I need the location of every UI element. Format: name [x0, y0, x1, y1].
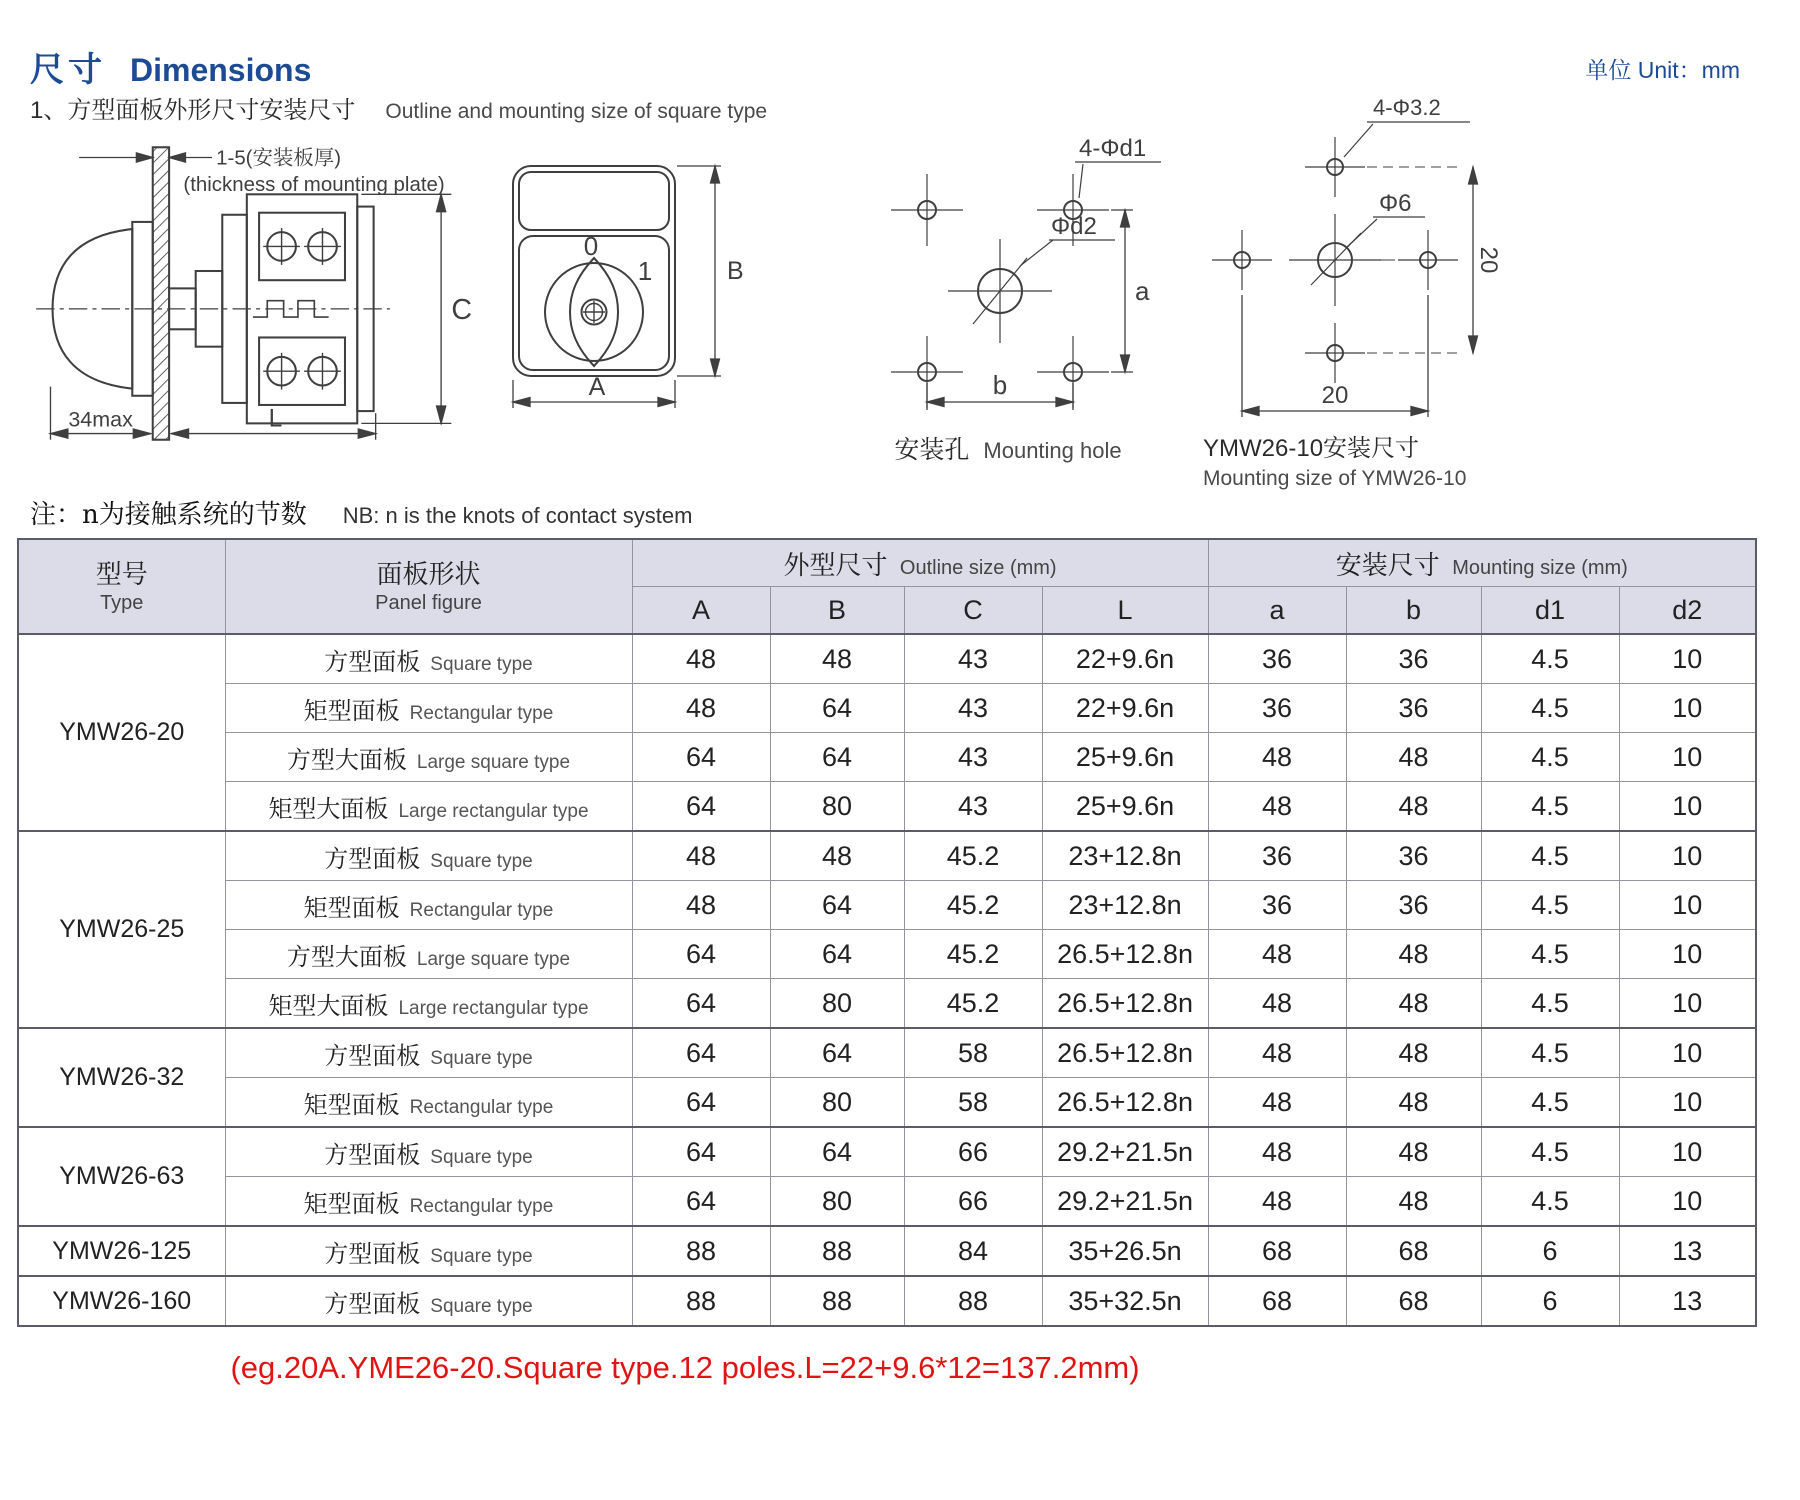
panel-en: Square type: [430, 1146, 533, 1168]
note-zh: 注：n为接触系统的节数: [30, 500, 307, 530]
panel-en: Square type: [430, 1295, 533, 1317]
dim-34max-label: 34max: [68, 407, 133, 432]
table-row: [18, 1177, 1756, 1227]
value-cell: 43: [904, 782, 1042, 832]
header-panel-figure: [225, 539, 632, 634]
panel-cell: [225, 979, 632, 1029]
value-cell: 13: [1619, 1276, 1756, 1326]
dim-20-vertical-label: 20: [1475, 246, 1502, 274]
table-row: [18, 1276, 1756, 1326]
header-type-zh: 型号: [95, 559, 148, 590]
handle-dome: [53, 229, 133, 389]
value-cell: 64: [632, 1127, 770, 1177]
front-panel-drawing: [505, 158, 795, 418]
panel-zh: 方型大面板: [286, 943, 407, 971]
value-cell: 64: [770, 881, 904, 930]
value-cell: 4.5: [1481, 1028, 1619, 1078]
section-subtitle-en: Outline and mounting size of square type: [385, 100, 768, 123]
position-0-label: 0: [583, 231, 599, 261]
table-row: [18, 881, 1756, 930]
value-cell: 64: [770, 1028, 904, 1078]
value-cell: 48: [1208, 782, 1346, 832]
panel-en: Rectangular type: [409, 1096, 554, 1118]
value-cell: 36: [1208, 881, 1346, 930]
value-cell: 48: [1346, 1127, 1481, 1177]
thickness-label-en: (thickness of mounting plate): [183, 173, 445, 197]
table-row: [18, 831, 1756, 881]
table-row: [18, 1028, 1756, 1078]
value-cell: 10: [1619, 733, 1756, 782]
value-cell: 48: [1208, 930, 1346, 979]
col-A: A: [632, 587, 770, 635]
value-cell: 80: [770, 1177, 904, 1227]
panel-cell: [225, 1226, 632, 1276]
value-cell: 45.2: [904, 881, 1042, 930]
value-cell: 88: [770, 1276, 904, 1326]
value-cell: 48: [1208, 1177, 1346, 1227]
value-cell: 43: [904, 684, 1042, 733]
value-cell: 66: [904, 1177, 1042, 1227]
value-cell: 4.5: [1481, 831, 1619, 881]
header-mounting-zh: 安装尺寸: [1335, 549, 1440, 580]
value-cell: 48: [1208, 733, 1346, 782]
dim-l-label: L: [268, 405, 283, 433]
value-cell: 45.2: [904, 930, 1042, 979]
value-cell: 48: [1346, 1028, 1481, 1078]
value-cell: 64: [770, 684, 904, 733]
mounting-hole-drawing: [845, 128, 1165, 436]
value-cell: 4.5: [1481, 979, 1619, 1029]
dimensions-table: [17, 538, 1757, 1327]
table-row: [18, 684, 1756, 733]
value-cell: 48: [632, 831, 770, 881]
panel-cell: [225, 1028, 632, 1078]
value-cell: 35+26.5n: [1042, 1226, 1208, 1276]
value-cell: 48: [1346, 979, 1481, 1029]
value-cell: 64: [632, 979, 770, 1029]
panel-cell: [225, 1078, 632, 1128]
value-cell: 36: [1346, 881, 1481, 930]
value-cell: 68: [1346, 1226, 1481, 1276]
value-cell: 48: [1208, 1127, 1346, 1177]
value-cell: 64: [632, 1177, 770, 1227]
col-B: B: [770, 587, 904, 635]
value-cell: 64: [632, 1028, 770, 1078]
note: [30, 494, 692, 531]
col-d1: d1: [1481, 587, 1619, 635]
dim-b-label: B: [727, 257, 744, 285]
dim-c-label: C: [451, 294, 473, 327]
value-cell: 88: [904, 1276, 1042, 1326]
panel-en: Square type: [430, 1245, 533, 1267]
mounting-hole-caption-en: Mounting hole: [983, 438, 1122, 463]
type-cell: YMW26-20: [18, 634, 225, 831]
value-cell: 4.5: [1481, 881, 1619, 930]
type-cell: YMW26-32: [18, 1028, 225, 1127]
ymw26-10-caption-en: Mounting size of YMW26-10: [1203, 467, 1467, 490]
value-cell: 48: [1346, 1177, 1481, 1227]
dimension-b-lines: [677, 166, 721, 376]
type-cell: YMW26-25: [18, 831, 225, 1028]
thickness-dimension: [79, 153, 212, 162]
position-1-label: 1: [637, 256, 653, 286]
value-cell: 58: [904, 1078, 1042, 1128]
value-cell: 48: [1208, 1078, 1346, 1128]
side-view-drawing: [30, 135, 480, 452]
value-cell: 48: [1346, 1078, 1481, 1128]
panel-cell: [225, 634, 632, 684]
ymw26-10-caption-zh: YMW26-10安装尺寸: [1203, 435, 1420, 462]
leader-lines: [1344, 122, 1470, 247]
panel-cell: [225, 1177, 632, 1227]
panel-en: Square type: [430, 850, 533, 872]
value-cell: 64: [770, 1127, 904, 1177]
value-cell: 48: [632, 881, 770, 930]
page-title: [30, 42, 311, 91]
panel-cell: [225, 733, 632, 782]
value-cell: 4.5: [1481, 1177, 1619, 1227]
value-cell: 84: [904, 1226, 1042, 1276]
value-cell: 4.5: [1481, 684, 1619, 733]
value-cell: 48: [770, 831, 904, 881]
value-cell: 48: [770, 634, 904, 684]
header-mounting-en: Mounting size (mm): [1452, 556, 1628, 579]
value-cell: 48: [1346, 782, 1481, 832]
table-row: [18, 1226, 1756, 1276]
table-row: [18, 733, 1756, 782]
value-cell: 88: [632, 1226, 770, 1276]
panel-zh: 矩型大面板: [268, 992, 389, 1020]
label-4-d1: 4-Φd1: [1079, 135, 1147, 162]
value-cell: 10: [1619, 634, 1756, 684]
panel-zh: 方型面板: [324, 648, 421, 676]
value-cell: 26.5+12.8n: [1042, 979, 1208, 1029]
value-cell: 64: [632, 782, 770, 832]
value-cell: 36: [1346, 634, 1481, 684]
value-cell: 43: [904, 634, 1042, 684]
header-panel-en: Panel figure: [375, 591, 482, 614]
panel-zh: 矩型面板: [303, 697, 400, 725]
value-cell: 43: [904, 733, 1042, 782]
panel-cell: [225, 881, 632, 930]
value-cell: 64: [632, 1078, 770, 1128]
value-cell: 48: [1208, 979, 1346, 1029]
dim-a-label: a: [1135, 276, 1150, 306]
panel-zh: 矩型面板: [303, 1190, 400, 1218]
value-cell: 66: [904, 1127, 1042, 1177]
value-cell: 68: [1346, 1276, 1481, 1326]
panel-en: Large rectangular type: [398, 800, 589, 822]
value-cell: 68: [1208, 1226, 1346, 1276]
value-cell: 45.2: [904, 979, 1042, 1029]
value-cell: 36: [1208, 831, 1346, 881]
panel-en: Large rectangular type: [398, 997, 589, 1019]
type-cell: YMW26-160: [18, 1276, 225, 1326]
value-cell: 64: [632, 930, 770, 979]
section-subtitle-zh: 1、方型面板外形尺寸安装尺寸: [30, 97, 356, 124]
value-cell: 36: [1208, 684, 1346, 733]
header-type-en: Type: [100, 591, 144, 614]
value-cell: 10: [1619, 881, 1756, 930]
label-phi6: Φ6: [1379, 190, 1412, 217]
table-row: [18, 930, 1756, 979]
value-cell: 26.5+12.8n: [1042, 1028, 1208, 1078]
header-outline-size: [632, 539, 1208, 587]
header-type: [18, 539, 225, 634]
ymw26-10-caption: [1203, 428, 1466, 491]
value-cell: 4.5: [1481, 634, 1619, 684]
panel-label-band: [519, 172, 669, 230]
example-text: (eg.20A.YME26-20.Square type.12 poles.L=22+9.6*12=137.2mm): [230, 1350, 1140, 1385]
value-cell: 58: [904, 1028, 1042, 1078]
value-cell: 13: [1619, 1226, 1756, 1276]
mounting-hole-caption-zh: 安装孔: [894, 436, 970, 464]
thickness-label-zh: 1-5(安装板厚): [216, 146, 342, 170]
panel-en: Rectangular type: [409, 899, 554, 921]
table-row: [18, 782, 1756, 832]
value-cell: 88: [632, 1276, 770, 1326]
mounting-plate-hatch: [153, 147, 169, 439]
table-row: [18, 979, 1756, 1029]
value-cell: 10: [1619, 930, 1756, 979]
label-4-phi32: 4-Φ3.2: [1373, 95, 1441, 120]
section-subtitle: [30, 90, 767, 125]
value-cell: 45.2: [904, 831, 1042, 881]
col-d2: d2: [1619, 587, 1756, 635]
panel-zh: 矩型面板: [303, 894, 400, 922]
value-cell: 36: [1208, 634, 1346, 684]
panel-zh: 方型面板: [324, 1042, 421, 1070]
panel-cell: [225, 1276, 632, 1326]
value-cell: 10: [1619, 782, 1756, 832]
panel-cell: [225, 1127, 632, 1177]
panel-zh: 方型面板: [324, 1290, 421, 1318]
value-cell: 80: [770, 1078, 904, 1128]
panel-en: Rectangular type: [409, 702, 554, 724]
value-cell: 29.2+21.5n: [1042, 1177, 1208, 1227]
value-cell: 64: [770, 733, 904, 782]
value-cell: 23+12.8n: [1042, 881, 1208, 930]
panel-zh: 方型大面板: [286, 746, 407, 774]
label-d2: Φd2: [1051, 213, 1097, 240]
panel-en: Square type: [430, 1047, 533, 1069]
value-cell: 80: [770, 782, 904, 832]
ymw26-10-drawing: [1185, 95, 1515, 443]
dim-a-label: A: [588, 373, 606, 401]
value-cell: 6: [1481, 1276, 1619, 1326]
type-cell: YMW26-63: [18, 1127, 225, 1226]
value-cell: 4.5: [1481, 930, 1619, 979]
value-cell: 10: [1619, 1177, 1756, 1227]
value-cell: 36: [1346, 831, 1481, 881]
value-cell: 68: [1208, 1276, 1346, 1326]
col-L: L: [1042, 587, 1208, 635]
type-cell: YMW26-125: [18, 1226, 225, 1276]
panel-cell: [225, 930, 632, 979]
value-cell: 48: [1346, 733, 1481, 782]
col-b: b: [1346, 587, 1481, 635]
panel-en: Large square type: [416, 948, 571, 970]
col-C: C: [904, 587, 1042, 635]
knob-screw: [582, 300, 607, 325]
value-cell: 10: [1619, 831, 1756, 881]
value-cell: 10: [1619, 979, 1756, 1029]
value-cell: 10: [1619, 1028, 1756, 1078]
header-outline-en: Outline size (mm): [899, 556, 1057, 579]
value-cell: 10: [1619, 1078, 1756, 1128]
value-cell: 4.5: [1481, 782, 1619, 832]
panel-cell: [225, 831, 632, 881]
page-title-en: Dimensions: [130, 52, 312, 88]
value-cell: 35+32.5n: [1042, 1276, 1208, 1326]
value-cell: 48: [1346, 930, 1481, 979]
page-title-zh: 尺寸: [30, 51, 106, 89]
dim-b-label: b: [992, 370, 1008, 400]
value-cell: 22+9.6n: [1042, 634, 1208, 684]
value-cell: 48: [632, 634, 770, 684]
unit-label: 单位 Unit：mm: [1585, 57, 1740, 83]
value-cell: 80: [770, 979, 904, 1029]
note-en: NB: n is the knots of contact system: [342, 503, 693, 528]
header-panel-zh: 面板形状: [376, 559, 481, 590]
value-cell: 23+12.8n: [1042, 831, 1208, 881]
value-cell: 10: [1619, 684, 1756, 733]
value-cell: 6: [1481, 1226, 1619, 1276]
value-cell: 64: [632, 733, 770, 782]
value-cell: 25+9.6n: [1042, 782, 1208, 832]
value-cell: 48: [632, 684, 770, 733]
table-row: [18, 1078, 1756, 1128]
dim-20-horizontal-label: 20: [1321, 382, 1349, 409]
panel-zh: 矩型面板: [303, 1091, 400, 1119]
value-cell: 25+9.6n: [1042, 733, 1208, 782]
mounting-hole-caption: [858, 430, 1158, 466]
value-cell: 4.5: [1481, 733, 1619, 782]
value-cell: 26.5+12.8n: [1042, 930, 1208, 979]
value-cell: 4.5: [1481, 1078, 1619, 1128]
table-row: [18, 1127, 1756, 1177]
dimension-a-lines: [1111, 210, 1133, 372]
panel-zh: 方型面板: [324, 1240, 421, 1268]
panel-en: Rectangular type: [409, 1195, 554, 1217]
value-cell: 64: [770, 930, 904, 979]
value-cell: 36: [1346, 684, 1481, 733]
value-cell: 48: [1208, 1028, 1346, 1078]
value-cell: 10: [1619, 1127, 1756, 1177]
panel-zh: 矩型大面板: [268, 795, 389, 823]
col-a: a: [1208, 587, 1346, 635]
value-cell: 22+9.6n: [1042, 684, 1208, 733]
value-cell: 29.2+21.5n: [1042, 1127, 1208, 1177]
header-outline-zh: 外型尺寸: [783, 549, 888, 580]
panel-zh: 方型面板: [324, 845, 421, 873]
panel-zh: 方型面板: [324, 1141, 421, 1169]
value-cell: 88: [770, 1226, 904, 1276]
value-cell: 26.5+12.8n: [1042, 1078, 1208, 1128]
panel-cell: [225, 782, 632, 832]
panel-en: Square type: [430, 653, 533, 675]
panel-en: Large square type: [416, 751, 571, 773]
value-cell: 4.5: [1481, 1127, 1619, 1177]
table-row: [18, 634, 1756, 684]
header-mounting-size: [1208, 539, 1756, 587]
panel-cell: [225, 684, 632, 733]
